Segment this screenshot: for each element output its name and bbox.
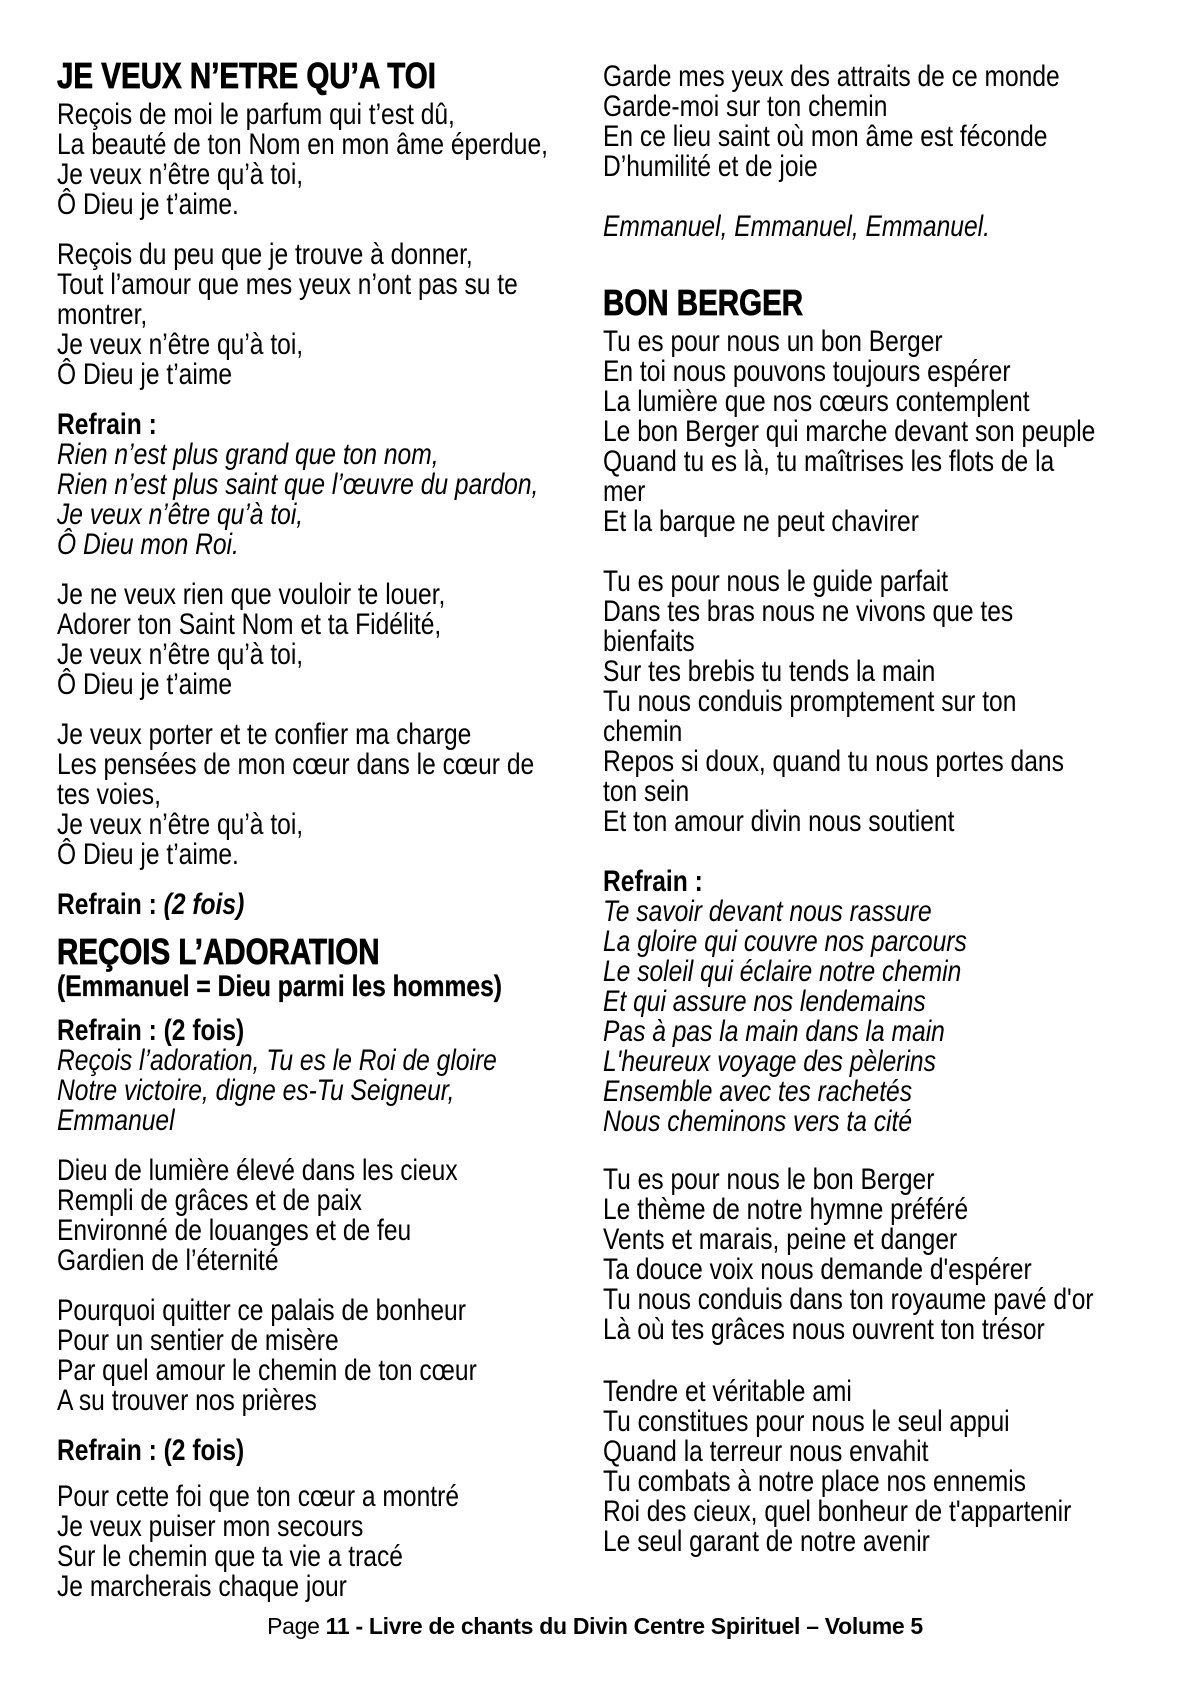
lyric-line: Ô Dieu je t’aime. xyxy=(57,188,239,221)
lyric-line: Je veux porter et te confier ma charge xyxy=(57,718,472,751)
lyric-line: Pour un sentier de misère xyxy=(57,1324,339,1357)
lyric-line: Quand la terreur nous envahit xyxy=(603,1435,929,1468)
song-section-bon-berger xyxy=(603,282,1144,1558)
lyric-line: Rempli de grâces et de paix xyxy=(57,1184,362,1217)
refrain-label: Refrain : xyxy=(603,865,703,898)
stanza xyxy=(603,567,1144,837)
right-column xyxy=(603,62,1144,1557)
stanza xyxy=(57,240,598,390)
lyric-line: Pas à pas la main dans la main xyxy=(603,1015,945,1048)
lyric-line: Et qui assure nos lendemains xyxy=(603,985,926,1018)
song-section-recois-adoration xyxy=(57,931,598,1603)
lyric-line: Tu constitues pour nous le seul appui xyxy=(603,1405,1010,1438)
page-footer xyxy=(0,1612,1190,1640)
song-section-recois-adoration-end xyxy=(603,62,1144,242)
stanza xyxy=(57,720,598,870)
lyric-line: Et ton amour divin nous soutient xyxy=(603,805,955,838)
lyric-line: Rien n’est plus saint que l’œuvre du pardon, xyxy=(57,468,539,501)
lyric-line: mer xyxy=(603,475,646,508)
refrain-label: Refrain : (2 fois) xyxy=(57,1014,245,1047)
stanza xyxy=(57,1296,598,1416)
song-subtitle: (Emmanuel = Dieu parmi les hommes) xyxy=(57,970,502,1003)
lyric-line: Tu es pour nous un bon Berger xyxy=(603,325,943,358)
refrain-block xyxy=(603,867,1144,1137)
lyric-line: Je veux puiser mon secours xyxy=(57,1510,364,1543)
lyric-line: Le thème de notre hymne préféré xyxy=(603,1193,969,1226)
lyric-line: Je ne veux rien que vouloir te louer, xyxy=(57,578,446,611)
stanza xyxy=(57,1156,598,1276)
lyric-line: Garde-moi sur ton chemin xyxy=(603,90,888,123)
lyric-line: Garde mes yeux des attraits de ce monde xyxy=(603,60,1060,93)
refrain-lines xyxy=(57,1046,598,1136)
lyric-line: Pour cette foi que ton cœur a montré xyxy=(57,1480,460,1513)
lyric-line: Gardien de l’éternité xyxy=(57,1244,279,1277)
lyric-line: Tout l’amour que mes yeux n’ont pas su te xyxy=(57,268,518,301)
refrain-label: Refrain : (2 fois) xyxy=(57,1434,245,1467)
lyric-line: Ô Dieu je t’aime xyxy=(57,668,233,701)
stanza xyxy=(57,580,598,700)
lyric-line: Reçois du peu que je trouve à donner, xyxy=(57,238,473,271)
refrain-label: Refrain : xyxy=(57,408,157,441)
lyric-line: Le soleil qui éclaire notre chemin xyxy=(603,955,962,988)
song-title: BON BERGER xyxy=(603,282,804,323)
song-title: JE VEUX N’ETRE QU’A TOI xyxy=(57,55,436,96)
lyric-line: En toi nous pouvons toujours espérer xyxy=(603,355,1011,388)
footer-book-title: 11 - Livre de chants du Divin Centre Spirituel – Volume 5 xyxy=(325,1613,923,1639)
lyric-line: En ce lieu saint où mon âme est féconde xyxy=(603,120,1048,153)
stanza xyxy=(603,327,1144,537)
lyric-line: Ô Dieu mon Roi. xyxy=(57,528,239,561)
lyric-line: Je marcherais chaque jour xyxy=(57,1570,347,1603)
lyric-line: La gloire qui couvre nos parcours xyxy=(603,925,967,958)
lyric-line: Emmanuel xyxy=(57,1104,175,1137)
lyric-line: Roi des cieux, quel bonheur de t'appartenir xyxy=(603,1495,1072,1528)
refrain-lines xyxy=(603,897,1144,1137)
lyric-line: Pourquoi quitter ce palais de bonheur xyxy=(57,1294,466,1327)
refrain-lines xyxy=(57,440,598,560)
stanza xyxy=(603,62,1144,182)
lyric-line: Tu nous conduis promptement sur ton xyxy=(603,685,1017,718)
lyric-line: Le bon Berger qui marche devant son peuple xyxy=(603,415,1096,448)
lyric-line: Reçois de moi le parfum qui t’est dû, xyxy=(57,98,455,131)
refrain-repeat-line xyxy=(57,890,598,920)
lyric-line: La beauté de ton Nom en mon âme éperdue, xyxy=(57,128,548,161)
lyric-line: Tendre et véritable ami xyxy=(603,1375,852,1408)
stanza xyxy=(57,100,598,220)
lyric-line: Vents et marais, peine et danger xyxy=(603,1223,958,1256)
lyric-line: Ensemble avec tes rachetés xyxy=(603,1075,913,1108)
refrain-label: Refrain : xyxy=(57,888,164,921)
lyric-line: Je veux n’être qu’à toi, xyxy=(57,638,304,671)
lyric-line: bienfaits xyxy=(603,625,695,658)
lyric-line: Je veux n’être qu’à toi, xyxy=(57,498,304,531)
lyric-line: Et la barque ne peut chavirer xyxy=(603,505,919,538)
lyric-line: montrer, xyxy=(57,298,148,331)
lyric-line: Je veux n’être qu’à toi, xyxy=(57,158,304,191)
lyric-line: Rien n’est plus grand que ton nom, xyxy=(57,438,439,471)
lyric-line: Ta douce voix nous demande d'espérer xyxy=(603,1253,1032,1286)
left-column xyxy=(57,55,598,1603)
lyric-line: Le seul garant de notre avenir xyxy=(603,1525,930,1558)
lyric-line: Je veux n’être qu’à toi, xyxy=(57,808,304,841)
lyric-line: Ô Dieu je t’aime. xyxy=(57,838,239,871)
lyric-line: Tu es pour nous le guide parfait xyxy=(603,565,949,598)
song-title: REÇOIS L’ADORATION xyxy=(57,931,380,972)
stanza xyxy=(603,1165,1144,1345)
lyric-line: Ô Dieu je t’aime xyxy=(57,358,233,391)
lyric-line: Environné de louanges et de feu xyxy=(57,1214,412,1247)
lyric-line: Par quel amour le chemin de ton cœur xyxy=(57,1354,477,1387)
stanza xyxy=(603,1377,1144,1557)
song-section-je-veux xyxy=(57,55,598,921)
lyric-line: Repos si doux, quand tu nous portes dans xyxy=(603,745,1064,778)
refrain-repeat-count: (2 fois) xyxy=(163,888,245,921)
lyric-line: L'heureux voyage des pèlerins xyxy=(603,1045,936,1078)
lyric-line: chemin xyxy=(603,715,683,748)
lyric-line: tes voies, xyxy=(57,778,161,811)
lyric-line: ton sein xyxy=(603,775,690,808)
lyric-line: Notre victoire, digne es-Tu Seigneur, xyxy=(57,1074,455,1107)
lyric-line: Là où tes grâces nous ouvrent ton trésor xyxy=(603,1313,1045,1346)
lyric-line: Les pensées de mon cœur dans le cœur de xyxy=(57,748,535,781)
lyric-line: La lumière que nos cœurs contemplent xyxy=(603,385,1030,418)
lyric-line: Sur tes brebis tu tends la main xyxy=(603,655,936,688)
refrain-block xyxy=(57,1016,598,1136)
lyric-line: Reçois l’adoration, Tu es le Roi de gloire xyxy=(57,1044,497,1077)
lyric-line: Tu nous conduis dans ton royaume pavé d'or xyxy=(603,1283,1094,1316)
lyric-line: Tu es pour nous le bon Berger xyxy=(603,1163,935,1196)
stanza xyxy=(57,1482,598,1602)
lyric-line: Quand tu es là, tu maîtrises les flots de la xyxy=(603,445,1055,478)
lyric-line: Dieu de lumière élevé dans les cieux xyxy=(57,1154,458,1187)
lyric-line: Nous cheminons vers ta cité xyxy=(603,1105,913,1138)
lyric-line: D’humilité et de joie xyxy=(603,150,818,183)
refrain-block xyxy=(57,410,598,560)
lyric-line: A su trouver nos prières xyxy=(57,1384,317,1417)
coda-line: Emmanuel, Emmanuel, Emmanuel. xyxy=(603,210,990,243)
lyric-line: Te savoir devant nous rassure xyxy=(603,895,932,928)
lyric-line: Adorer ton Saint Nom et ta Fidélité, xyxy=(57,608,442,641)
lyric-line: Sur le chemin que ta vie a tracé xyxy=(57,1540,403,1573)
lyric-line: Je veux n’être qu’à toi, xyxy=(57,328,304,361)
lyric-line: Tu combats à notre place nos ennemis xyxy=(603,1465,1026,1498)
lyric-line: Dans tes bras nous ne vivons que tes xyxy=(603,595,1014,628)
footer-page-word: Page xyxy=(267,1613,326,1639)
